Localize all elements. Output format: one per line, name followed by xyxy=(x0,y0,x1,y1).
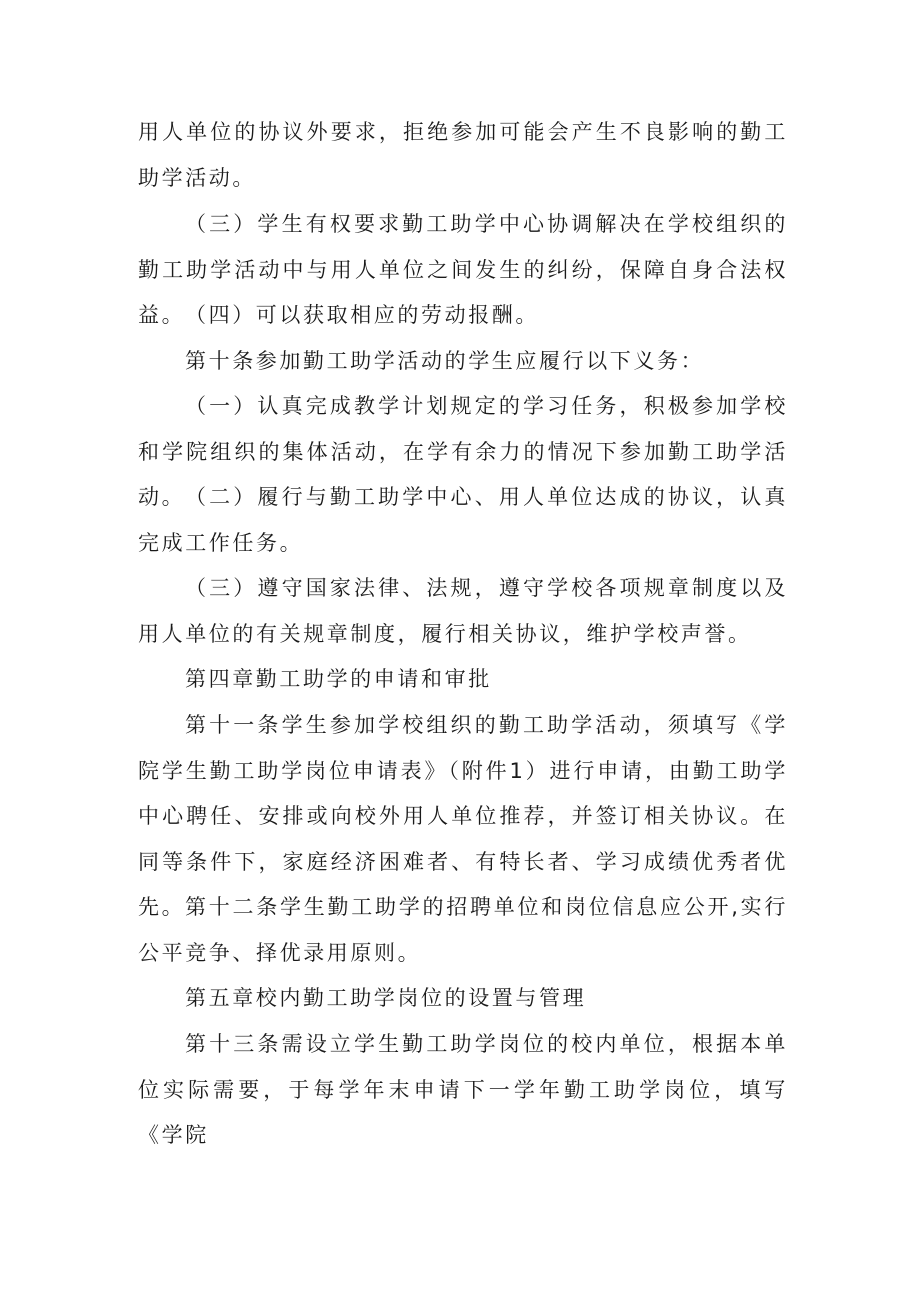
chapter-4-title: 第四章勤工助学的申请和审批 xyxy=(185,667,492,691)
article-13: 第十三条需设立学生勤工助学岗位的校内单位，根据本单位实际需要，于每学年末申请下一学年勤工助学岗位，填写《学院 xyxy=(138,1032,788,1147)
paragraph-right-3: （三）学生有权要求勤工助学中心协调解决在学校组织的勤工助学活动中与用人单位之间发生的纠纷，保障自身合法权益。 xyxy=(138,212,788,327)
paragraph-continuation: 用人单位的协议外要求，拒绝参加可能会产生不良影响的勤工助学活动。 xyxy=(138,120,788,190)
article-10-heading: 第十条参加勤工助学活动的学生应履行以下义务： xyxy=(185,349,705,373)
chapter-5-title: 第五章校内勤工助学岗位的设置与管理 xyxy=(185,986,587,1010)
paragraph-right-4: （四）可以获取相应的劳动报酬。 xyxy=(185,303,539,327)
duty-3: （三）遵守国家法律、法规，遵守学校各项规章制度以及用人单位的有关规章制度，履行相关协议，维护学校声誉。 xyxy=(138,576,788,646)
article-11: 第十一条学生参加学校组织的勤工助学活动，须填写《学院学生勤工助学岗位申请表》（附件1）进行申请，由勤工助学中心聘任、安排或向校外用人单位推荐，并签订相关协议。在同等条件下，家庭经济困难者、有特长者、学习成绩优秀者优先。 xyxy=(138,713,788,919)
duty-2: （二）履行与勤工助学中心、用人单位达成的协议，认真完成工作任务。 xyxy=(138,485,788,555)
duty-1: （一）认真完成教学计划规定的学习任务，积极参加学校和学院组织的集体活动，在学有余力的情况下参加勤工助学活动。 xyxy=(138,394,788,509)
article-12: 第十二条学生勤工助学的招聘单位和岗位信息应公开,实行公平竞争、择优录用原则。 xyxy=(138,895,788,965)
